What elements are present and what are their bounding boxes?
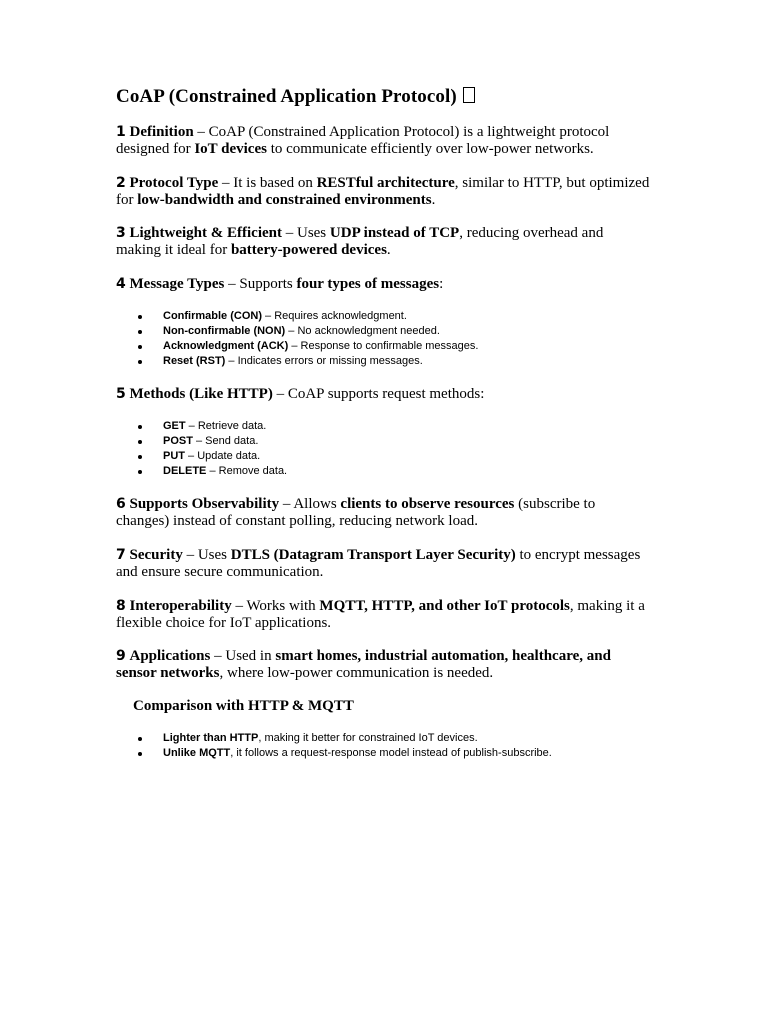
- section-text: (subscribe to changes) instead of constant polling, reducing network load.: [116, 496, 596, 529]
- section-number: 3: [116, 225, 126, 241]
- list-item-desc: – No acknowledgment needed.: [285, 325, 440, 337]
- section-number: 4: [116, 276, 126, 292]
- list-item-desc: – Indicates errors or missing messages.: [225, 355, 423, 367]
- section-text-bold: clients to observe resources: [340, 496, 515, 512]
- section-8: 8 Interoperability – Works with MQTT, HTTP, and other IoT protocols, making it a flexible choice for IoT applications.: [116, 598, 645, 631]
- section-4: 4 Message Types – Supports four types of messages:: [116, 276, 444, 292]
- message-types-list: [138, 309, 478, 369]
- document-title: [116, 86, 475, 108]
- list-item: [138, 464, 287, 479]
- section-text-bold: MQTT, HTTP, and other IoT protocols: [319, 598, 570, 614]
- section-text: CoAP (Constrained Application Protocol) is a lightweight protocol designed for: [116, 124, 610, 157]
- section-number: 1: [116, 124, 126, 140]
- section-text: It is based on: [233, 175, 317, 191]
- section-text: CoAP supports request methods:: [287, 386, 485, 402]
- list-item-desc: – Retrieve data.: [185, 420, 267, 432]
- list-item-label: Acknowledgment (ACK): [163, 340, 289, 352]
- list-item-label: POST: [163, 435, 193, 447]
- section-heading: Security: [129, 547, 183, 563]
- section-text-bold: DTLS (Datagram Transport Layer Security): [230, 547, 516, 563]
- list-item-label: GET: [163, 420, 186, 432]
- list-item: [138, 309, 478, 324]
- list-item: [138, 449, 287, 464]
- list-item: [138, 339, 478, 354]
- section-text-bold: battery-powered devices: [230, 242, 387, 258]
- section-text-bold: smart homes, industrial automation, healthcare, and sensor networks: [116, 648, 611, 681]
- section-text: .: [386, 242, 391, 258]
- comparison-list: [138, 731, 552, 761]
- section-text-bold: four types of messages: [296, 276, 440, 292]
- section-text: Uses: [296, 225, 330, 241]
- list-item-label: Unlike MQTT: [163, 747, 231, 759]
- section-text: Uses: [197, 547, 231, 563]
- section-7: 7 Security – Uses DTLS (Datagram Transport Layer Security) to encrypt messages and ensure secure communication.: [116, 547, 641, 580]
- section-text-bold: UDP instead of TCP: [329, 225, 460, 241]
- section-text-bold: low-bandwidth and constrained environments: [137, 192, 432, 208]
- section-text: , where low-power communication is needed.: [219, 665, 494, 681]
- methods-list: [138, 419, 287, 479]
- section-heading: Definition: [129, 124, 194, 140]
- list-item-desc: , it follows a request-response model instead of publish-subscribe.: [230, 747, 552, 759]
- section-text: Works with: [246, 598, 320, 614]
- list-item-desc: – Remove data.: [206, 465, 288, 477]
- section-heading: Interoperability: [129, 598, 232, 614]
- list-item-desc: , making it better for constrained IoT devices.: [258, 732, 478, 744]
- section-text-bold: RESTful architecture: [316, 175, 455, 191]
- section-text: to encrypt messages and ensure secure communication.: [116, 547, 641, 580]
- section-number: 8: [116, 598, 126, 614]
- section-1: 1 Definition – CoAP (Constrained Application Protocol) is a lightweight protocol designed for IoT devices to communicate efficiently over low-power networks.: [116, 124, 610, 157]
- section-text: Allows: [293, 496, 341, 512]
- list-item-label: Lighter than HTTP: [163, 732, 259, 744]
- section-text: , reducing overhead and making it ideal for: [116, 225, 604, 258]
- section-text: Used in: [225, 648, 276, 664]
- section-text: to communicate efficiently over low-power networks.: [266, 141, 594, 157]
- list-item-label: Non-confirmable (NON): [163, 325, 286, 337]
- list-item-label: PUT: [163, 450, 185, 462]
- section-heading: Applications: [129, 648, 211, 664]
- section-3: 3 Lightweight & Efficient – Uses UDP instead of TCP, reducing overhead and making it ideal for battery-powered devices.: [116, 225, 604, 258]
- comparison-heading: Comparison with HTTP & MQTT: [133, 698, 354, 714]
- document-title-text: CoAP (Constrained Application Protocol): [116, 86, 457, 107]
- section-heading: Methods (Like HTTP): [129, 386, 273, 402]
- section-number: 2: [116, 175, 126, 191]
- section-text: , similar to HTTP, but optimized for: [116, 175, 650, 208]
- list-item: [138, 731, 552, 746]
- list-item: [138, 746, 552, 761]
- list-item: [138, 419, 287, 434]
- section-heading: Protocol Type: [129, 175, 219, 191]
- list-item: [138, 434, 287, 449]
- list-item-desc: – Requires acknowledgment.: [262, 310, 407, 322]
- section-text: , making it a flexible choice for IoT applications.: [116, 598, 645, 631]
- list-item-label: Reset (RST): [163, 355, 226, 367]
- section-number: 6: [116, 496, 126, 512]
- section-text: Supports: [239, 276, 297, 292]
- section-number: 9: [116, 648, 126, 664]
- section-number: 5: [116, 386, 126, 402]
- list-item-label: Confirmable (CON): [163, 310, 262, 322]
- section-number: 7: [116, 547, 126, 563]
- section-9: 9 Applications – Used in smart homes, industrial automation, healthcare, and sensor networks, where low-power communication is needed.: [116, 648, 611, 681]
- section-5: 5 Methods (Like HTTP) – CoAP supports request methods:: [116, 386, 485, 402]
- list-item-desc: – Response to confirmable messages.: [288, 340, 479, 352]
- section-heading: Lightweight & Efficient: [129, 225, 282, 241]
- list-item: [138, 324, 478, 339]
- list-item-desc: – Update data.: [185, 450, 261, 462]
- list-item-desc: – Send data.: [192, 435, 259, 447]
- missing-glyph-icon: [463, 87, 475, 103]
- section-heading: Supports Observability: [129, 496, 280, 512]
- list-item: [138, 354, 478, 369]
- section-text-bold: IoT devices: [194, 141, 267, 157]
- section-heading: Message Types: [129, 276, 225, 292]
- section-text: :: [439, 276, 444, 292]
- section-text: .: [431, 192, 436, 208]
- section-2: 2 Protocol Type – It is based on RESTful architecture, similar to HTTP, but optimized for low-bandwidth and constrained environments.: [116, 175, 650, 208]
- list-item-label: DELETE: [163, 465, 207, 477]
- section-6: 6 Supports Observability – Allows clients to observe resources (subscribe to changes) instead of constant polling, reducing network load.: [116, 496, 596, 529]
